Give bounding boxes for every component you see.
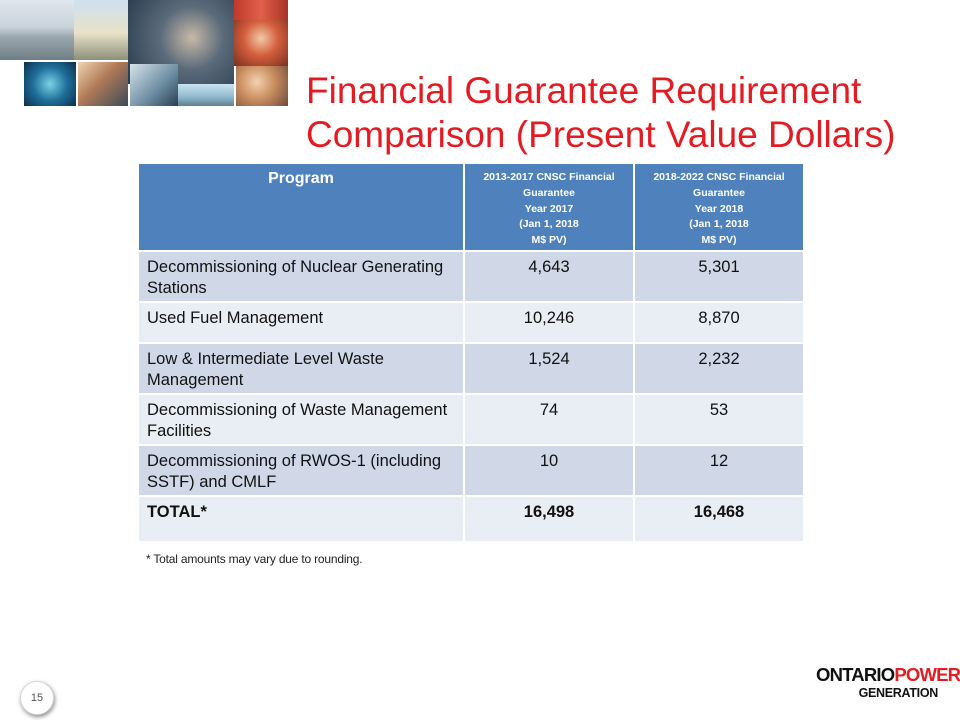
row-program: Low & Intermediate Level Waste Management [138,343,464,394]
slide-title [306,69,926,157]
header-col1-line: Guarantee [523,186,575,199]
photo-technicians [78,62,128,106]
row-value-2017: 74 [464,394,634,445]
header-col2-line: (Jan 1, 2018 [689,218,749,231]
photo-red-helmets [234,0,288,20]
row-program: Decommissioning of Waste Management Facilities [138,394,464,445]
header-2018-2022 [634,163,804,251]
ontario-power-generation-logo [816,664,960,708]
logo-word-ontario: ONTARIO [816,664,895,685]
row-value-2018: 12 [634,445,804,496]
footnote: * Total amounts may vary due to rounding. [146,552,363,566]
row-value-2018: 8,870 [634,302,804,343]
table-row [138,343,804,394]
header-2013-2017 [464,163,634,251]
header-col1-line: M$ PV) [531,234,567,247]
photo-nuclear-station [0,0,74,60]
page-number: 15 [30,692,44,704]
header-col1-line: 2013-2017 CNSC Financial [483,171,615,183]
row-value-2018: 2,232 [634,343,804,394]
row-program: Decommissioning of Nuclear Generating Stations [138,251,464,302]
table-row [138,251,804,302]
header-col2-line: 2018-2022 CNSC Financial [653,171,785,183]
title-line-1: Financial Guarantee Requirement [306,69,862,111]
row-program: Used Fuel Management [138,302,464,343]
row-value-2017: 10,246 [464,302,634,343]
row-value-2018: 5,301 [634,251,804,302]
row-value-2018: 53 [634,394,804,445]
photo-reactor-building [74,0,128,60]
table-row [138,394,804,445]
table-row [138,445,804,496]
photo-transmission [178,84,234,106]
row-program: Decommissioning of RWOS-1 (including SSTF) and CMLF [138,445,464,496]
total-value-2018: 16,468 [634,496,804,542]
logo-word-power: POWER [894,664,960,685]
row-value-2017: 4,643 [464,251,634,302]
page-number-badge [20,681,54,715]
row-value-2017: 1,524 [464,343,634,394]
financial-guarantee-table [137,162,805,543]
logo-wordmark [816,664,960,686]
header-col2-line: Guarantee [693,186,745,199]
photo-engineers [236,66,288,106]
row-value-2017: 10 [464,445,634,496]
header-col1-line: (Jan 1, 2018 [519,218,579,231]
title-line-2: Comparison (Present Value Dollars) [306,113,896,155]
photo-reactor-face [24,62,76,106]
header-photo-mosaic [0,0,288,106]
photo-worker-red-shirt [234,20,288,66]
header-col1-line: Year 2017 [524,202,574,215]
total-value-2017: 16,498 [464,496,634,542]
header-program: Program [138,163,464,251]
table-header-row [138,163,804,251]
header-col2-line: Year 2018 [694,202,744,215]
table-total-row [138,496,804,542]
header-col2-line: M$ PV) [701,234,737,247]
photo-control-room [130,64,178,106]
total-label: TOTAL* [138,496,464,542]
logo-word-generation: GENERATION [858,686,938,700]
table-row [138,302,804,343]
